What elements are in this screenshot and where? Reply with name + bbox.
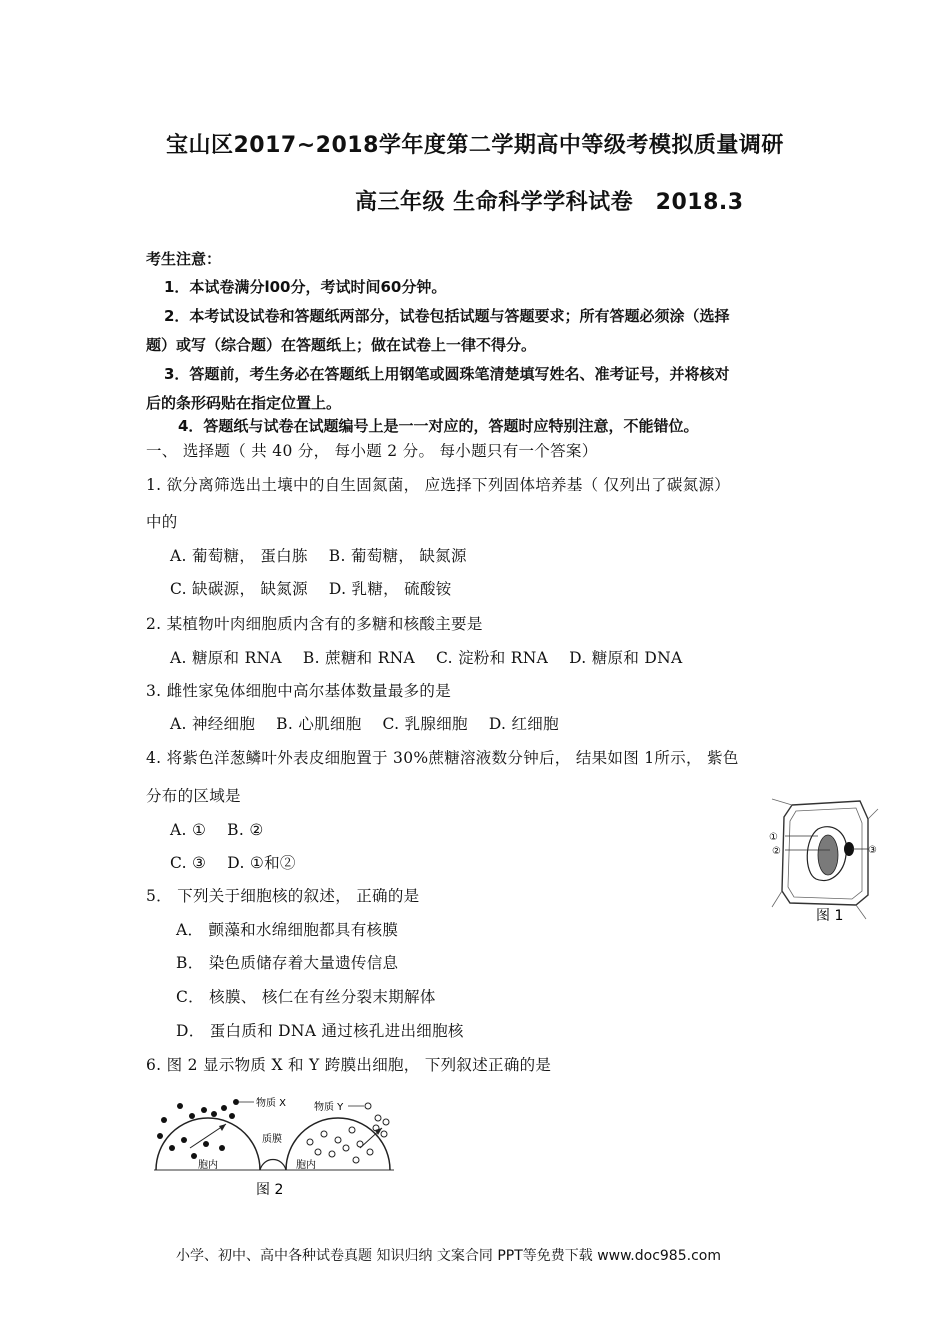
question-1-stem: 1. 欲分离筛选出土壤中的自生固氮菌， 应选择下列固体培养基（ 仅列出了碳氮源） <box>146 476 731 494</box>
question-1-options-ab: A. 葡萄糖， 蛋白胨 B. 葡萄糖， 缺氮源 <box>170 547 467 565</box>
question-3-options: A. 神经细胞 B. 心肌细胞 C. 乳腺细胞 D. 红细胞 <box>170 715 559 733</box>
question-4-options-cd: C. ③ D. ①和② <box>170 854 296 872</box>
question-4-stem: 4. 将紫色洋葱鳞叶外表皮细胞置于 30%蔗糖溶液数分钟后， 结果如图 1所示， 紫色 <box>146 749 739 767</box>
question-5-option-d: D． 蛋白质和 DNA 通过核孔进出细胞核 <box>176 1022 464 1040</box>
exam-title-line1: 宝山区2017~2018学年度第二学期高中等级考模拟质量调研 <box>166 133 784 158</box>
question-3-stem: 3. 雌性家兔体细胞中高尔基体数量最多的是 <box>146 682 452 700</box>
figure-2-membrane-transport-diagram <box>150 1090 400 1200</box>
question-4-stem-cont: 分布的区域是 <box>146 787 241 805</box>
figure-1-plant-cell-diagram <box>768 795 880 925</box>
figure-1-label-2: ② <box>772 846 781 857</box>
figure-2-label-substance-y: 物质 Y <box>314 1102 344 1113</box>
question-2-options: A. 糖原和 RNA B. 蔗糖和 RNA C. 淀粉和 RNA D. 糖原和 DNA <box>170 649 683 667</box>
notice-heading: 考生注意： <box>146 250 222 268</box>
notice-item-2-cont: 题）或写（综合题）在答题纸上；做在试卷上一律不得分。 <box>146 336 537 354</box>
question-4-options-ab: A. ① B. ② <box>170 821 264 839</box>
figure-2-label-inside-right: 胞内 <box>296 1160 316 1171</box>
question-5-option-c: C． 核膜、 核仁在有丝分裂末期解体 <box>176 988 436 1006</box>
figure-2-label-inside-left: 胞内 <box>198 1160 218 1171</box>
page-footer: 小学、初中、高中各种试卷真题 知识归纳 文案合同 PPT等免费下载 www.doc985.com <box>176 1248 721 1264</box>
figure-2-label-membrane: 质膜 <box>262 1134 282 1145</box>
figure-1-caption: 图 1 <box>816 908 844 924</box>
figure-2-caption: 图 2 <box>256 1182 284 1198</box>
notice-item-3-cont: 后的条形码贴在指定位置上。 <box>146 394 342 412</box>
question-2-stem: 2. 某植物叶肉细胞质内含有的多糖和核酸主要是 <box>146 615 483 633</box>
notice-item-1: 1．本试卷满分l00分，考试时间60分钟。 <box>164 278 447 296</box>
exam-title-line2: 高三年级 生命科学学科试卷 2018.3 <box>355 190 744 215</box>
figure-1-label-3: ③ <box>868 845 877 856</box>
question-5-option-b: B． 染色质储存着大量遗传信息 <box>176 954 399 972</box>
question-1-stem-cont: 中的 <box>146 513 178 531</box>
notice-item-4: 4．答题纸与试卷在试题编号上是一一对应的，答题时应特别注意，不能错位。 <box>178 417 699 435</box>
question-6-stem: 6. 图 2 显示物质 X 和 Y 跨膜出细胞， 下列叙述正确的是 <box>146 1056 552 1074</box>
notice-item-3: 3．答题前，考生务必在答题纸上用钢笔或圆珠笔清楚填写姓名、准考证号，并将核对 <box>164 365 730 383</box>
question-1-options-cd: C. 缺碳源， 缺氮源 D. 乳糖， 硫酸铵 <box>170 580 452 598</box>
notice-item-2: 2．本考试设试卷和答题纸两部分，试卷包括试题与答题要求；所有答题必须涂（选择 <box>164 307 730 325</box>
figure-1-label-1: ① <box>769 832 778 843</box>
question-5-stem: 5． 下列关于细胞核的叙述， 正确的是 <box>146 887 420 905</box>
section-heading: 一、 选择题（ 共 40 分， 每小题 2 分。 每小题只有一个答案） <box>146 442 598 460</box>
figure-2-label-substance-x: 物质 X <box>256 1098 287 1109</box>
question-5-option-a: A． 颤藻和水绵细胞都具有核膜 <box>176 921 399 939</box>
